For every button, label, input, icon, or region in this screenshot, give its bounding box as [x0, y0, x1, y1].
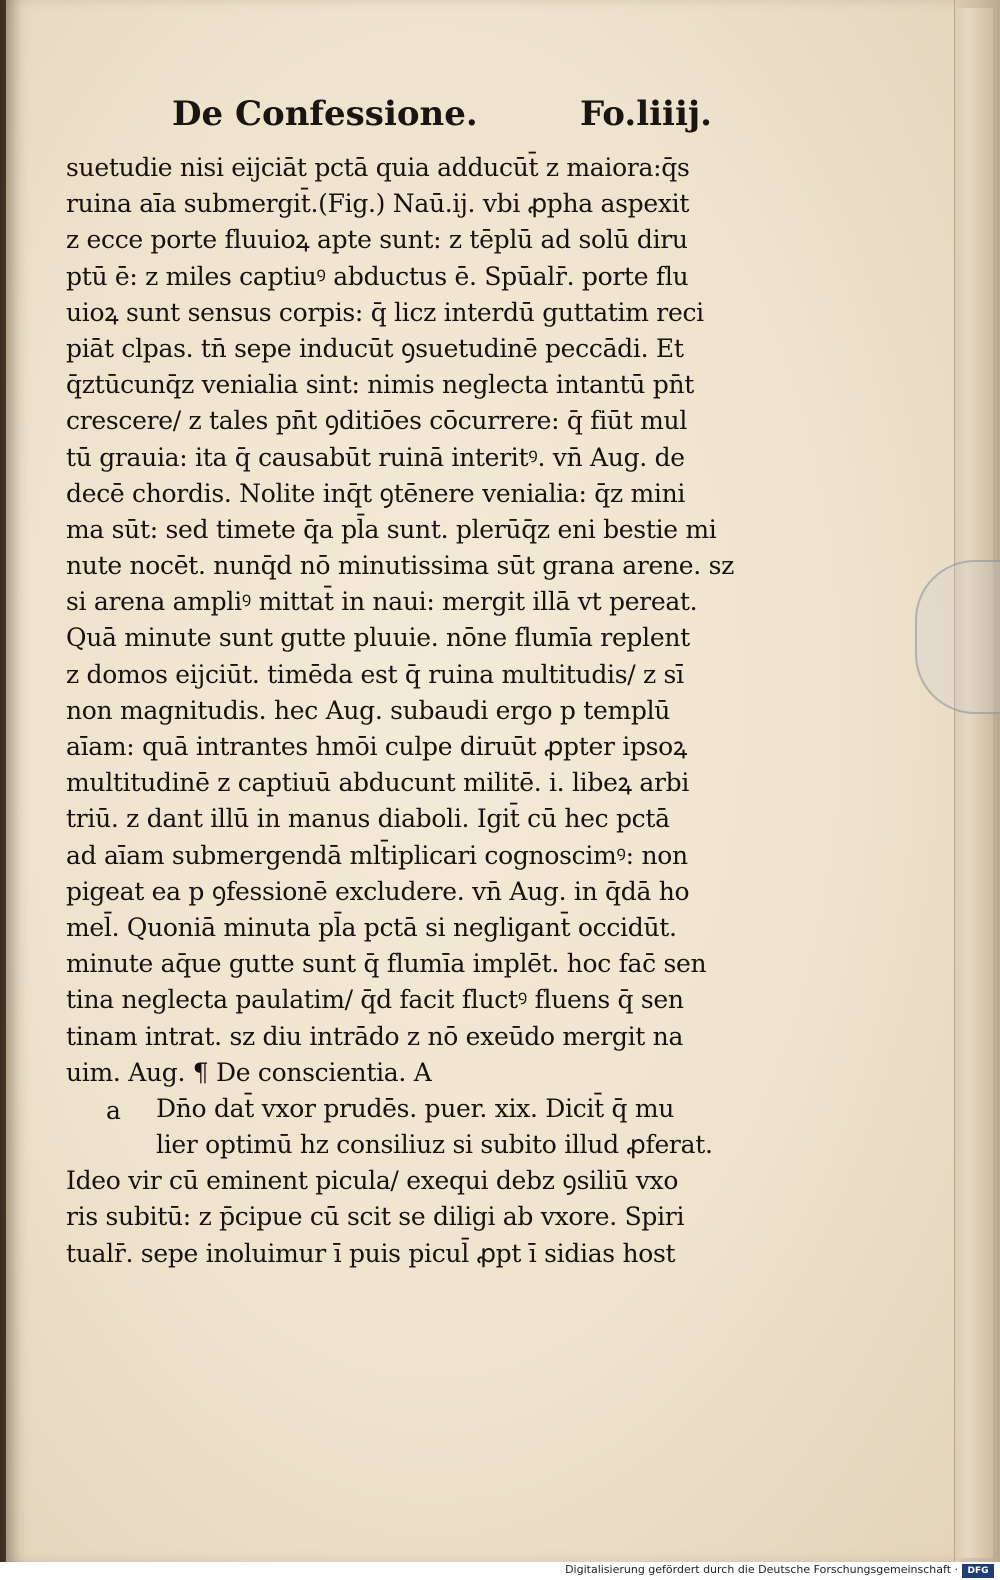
text-line: Ideo vir cū eminent picula/ exequi debz ꝯsiliū vxo — [66, 1166, 679, 1196]
dfg-logo: DFG — [962, 1564, 994, 1578]
text-line: ris subitū: z p̄cipue cū scit se diligi ab vxore. Spiri — [66, 1202, 685, 1232]
text-block — [66, 150, 826, 1272]
text-line: q̄ztūcunq̄z venialia sint: nimis neglecta intantū pn̄t — [66, 370, 695, 400]
running-header — [172, 94, 712, 142]
text-line: uim. Aug. ¶ De conscientia. A — [66, 1057, 432, 1087]
text-line: multitudinē z captiuū abducunt militē. i. libeꝝ arbi — [66, 768, 690, 798]
margin-letter: a — [106, 1096, 121, 1125]
text-line: ruina aīa submergit̄.(Fig.) Naū.ij. vbi ꝓpha aspexit — [66, 189, 690, 219]
text-line: Quā minute sunt gutte pluuie. nōne flumīa replent — [66, 623, 690, 653]
text-line: crescere/ z tales pn̄t ꝯditiōes cōcurrere: q̄ fiūt mul — [66, 406, 688, 436]
header-title: De Confessione. — [172, 94, 478, 134]
folio-number: Fo.liiij. — [580, 94, 712, 134]
page-clip — [915, 560, 1000, 714]
text-line: pigeat ea p ꝯfessionē excludere. vn̄ Aug. in q̄dā ho — [66, 876, 690, 906]
text-line: tina neglecta paulatim/ q̄d facit fluctꝰ fluens q̄ sen — [66, 985, 684, 1015]
text-line: tualr̄. sepe inoluimur ī puis picul̄ ꝓpt ī sidias host — [66, 1238, 676, 1268]
text-line: Dn̄o dat̄ vxor prudēs. puer. xix. Dicit̄ q̄ mu — [156, 1093, 675, 1123]
text-line: lier optimū hz consiliuz si subito illud ꝓferat. — [156, 1130, 713, 1160]
text-line: minute aq̄ue gutte sunt q̄ flumīa implēt. hoc fac̄ sen — [66, 949, 707, 979]
text-line: z ecce porte fluuioꝝ apte sunt: z tēplū ad solū diru — [66, 225, 688, 255]
text-line: aīam: quā intrantes hmōi culpe diruūt ꝓpter ipsoꝝ — [66, 732, 688, 761]
text-line: decē chordis. Nolite inq̄t ꝯtēnere venialia: q̄z mini — [66, 478, 686, 508]
text-line: tū grauia: ita q̄ causabūt ruinā interitꝰ. vn̄ Aug. de — [66, 442, 685, 472]
text-line: uioꝝ sunt sensus corpis: q̄ licz interdū guttatim reci — [66, 297, 704, 327]
text-line: z domos eijciūt. timēda est q̄ ruina multitudis/ z sī — [66, 659, 684, 689]
page-edge — [950, 8, 993, 1558]
text-line: piāt clpas. tn̄ sepe inducūt ꝯsuetudinē peccādi. Et — [66, 333, 684, 363]
text-line: tinam intrat. sz diu intrādo z nō exeūdo mergit na — [66, 1021, 684, 1051]
text-line: ptū ē: z miles captiuꝰ abductus ē. Spūalr̄. porte flu — [66, 261, 689, 291]
text-line: si arena ampliꝰ mittat̄ in naui: mergit illā vt pereat. — [66, 587, 698, 617]
text-line: nute nocēt. nunq̄d nō minutissima sūt grana arene. sz — [66, 551, 734, 581]
text-line: suetudie nisi eijciāt pctā quia adducūt̄ z maiora:q̄s — [66, 153, 690, 182]
text-line: triū. z dant illū in manus diaboli. Igit̄ cū hec pctā — [66, 804, 670, 834]
digitization-credit: Digitalisierung gefördert durch die Deutsche Forschungsgemeinschaft · — [565, 1563, 958, 1576]
text-line: ma sūt: sed timete q̄a pl̄a sunt. plerūq̄z eni bestie mi — [66, 514, 717, 544]
text-line: ad aīam submergendā mlt̄iplicari cognoscimꝰ: non — [66, 840, 688, 870]
text-line: mel̄. Quoniā minuta pl̄a pctā si negligant̄ occidūt. — [66, 912, 677, 942]
text-line: non magnitudis. hec Aug. subaudi ergo p templū — [66, 695, 671, 725]
